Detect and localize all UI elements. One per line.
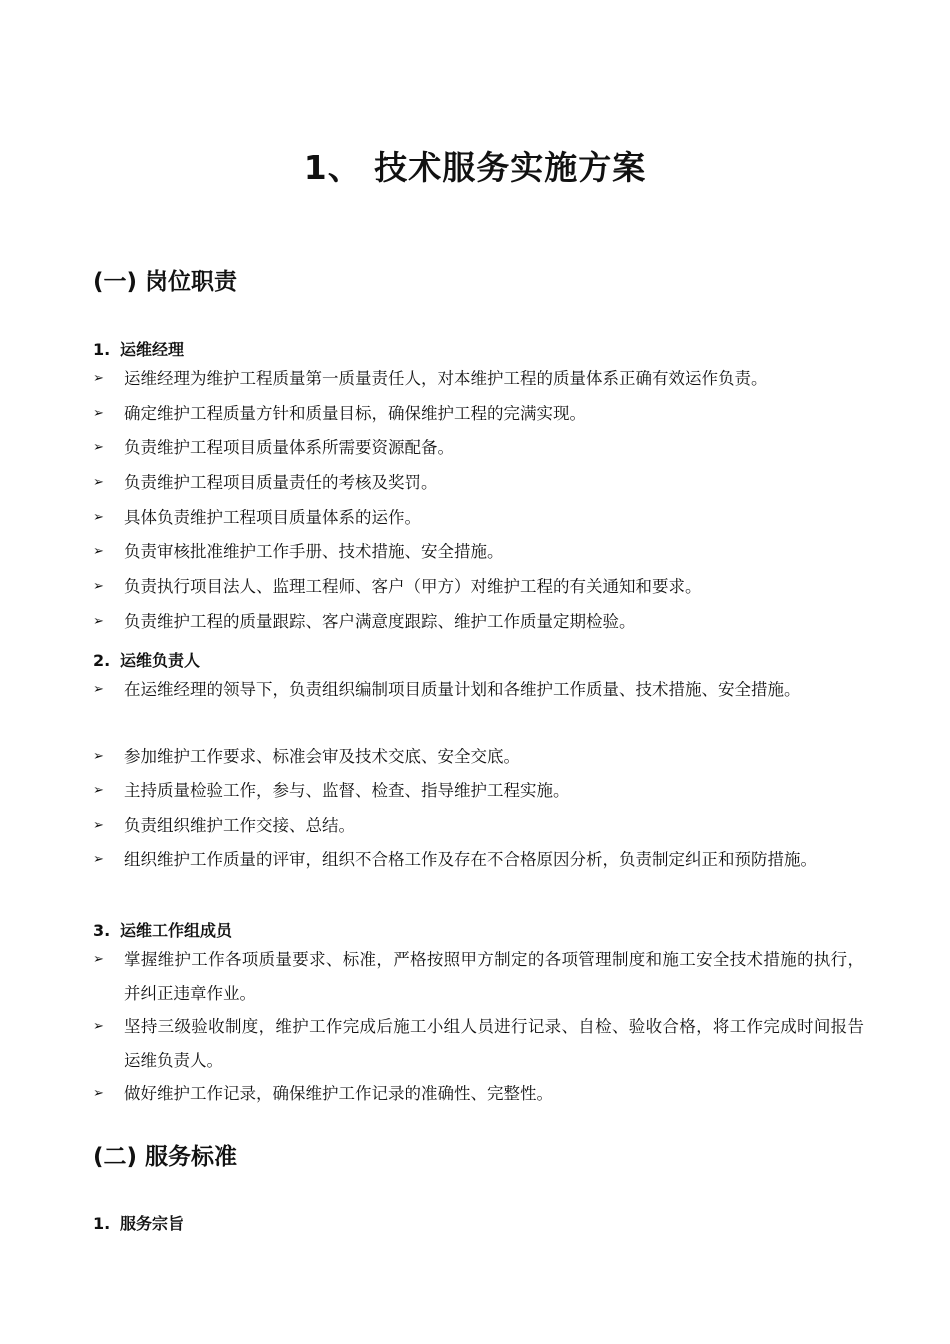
list-item [93, 501, 873, 535]
list-item-text: 在运维经理的领导下，负责组织编制项目质量计划和各维护工作质量、技术措施、安全措施。 [124, 680, 801, 699]
list-item-text: 掌握维护工作各项质量要求、标准，严格按照甲方制定的各项管理制度和施工安全技术措施的执行，并纠正违章作业。 [124, 950, 864, 1003]
arrow-bullet-icon: ➢ [93, 682, 104, 697]
arrow-bullet-icon: ➢ [93, 783, 104, 798]
list-item-text: 运维经理为维护工程质量第一质量责任人，对本维护工程的质量体系正确有效运作负责。 [124, 369, 768, 388]
list-item-text: 负责审核批准维护工作手册、技术措施、安全措施。 [124, 542, 504, 561]
list-item [93, 466, 873, 500]
subsection-number: 1. [93, 340, 111, 359]
list-item-text: 负责组织维护工作交接、总结。 [124, 816, 355, 835]
subsection-number: 1. [93, 1214, 111, 1233]
subsection-title: 服务宗旨 [120, 1214, 185, 1233]
list-item [93, 1077, 873, 1111]
list-item [93, 535, 873, 569]
arrow-bullet-icon: ➢ [93, 614, 104, 629]
list-item [93, 809, 873, 843]
subsection-title: 运维工作组成员 [120, 921, 233, 940]
arrow-bullet-icon: ➢ [93, 510, 104, 525]
list-item-text: 负责执行项目法人、监理工程师、客户（甲方）对维护工程的有关通知和要求。 [124, 577, 702, 596]
section-heading-service-standards: (二) 服务标准 [93, 1144, 238, 1170]
subsection-title: 运维负责人 [120, 651, 201, 670]
subsection-heading-ops-lead [93, 648, 200, 671]
list-item [93, 943, 873, 1011]
list-item [93, 431, 873, 465]
section-heading-responsibilities: (一) 岗位职责 [93, 269, 238, 295]
subsection-heading-ops-manager [93, 337, 184, 360]
list-item-text: 做好维护工作记录，确保维护工作记录的准确性、完整性。 [124, 1084, 553, 1103]
subsection-number: 2. [93, 651, 111, 670]
list-item [93, 570, 873, 604]
list-item-text: 主持质量检验工作，参与、监督、检查、指导维护工程实施。 [124, 781, 570, 800]
arrow-bullet-icon: ➢ [93, 852, 104, 867]
arrow-bullet-icon: ➢ [93, 406, 104, 421]
list-item-text: 负责维护工程项目质量体系所需要资源配备。 [124, 438, 454, 457]
arrow-bullet-icon: ➢ [93, 440, 104, 455]
arrow-bullet-icon: ➢ [93, 818, 104, 833]
list-item-text: 负责维护工程的质量跟踪、客户满意度跟踪、维护工作质量定期检验。 [124, 612, 636, 631]
subsection-number: 3. [93, 921, 111, 940]
list-item-text: 具体负责维护工程项目质量体系的运作。 [124, 508, 421, 527]
list-item [93, 774, 873, 808]
list-item-text: 组织维护工作质量的评审，组织不合格工作及存在不合格原因分析，负责制定纠正和预防措施。 [124, 850, 817, 869]
list-item [93, 605, 873, 639]
subsection-title: 运维经理 [120, 340, 185, 359]
arrow-bullet-icon: ➢ [93, 952, 104, 967]
arrow-bullet-icon: ➢ [93, 371, 104, 386]
list-item-text: 负责维护工程项目质量责任的考核及奖罚。 [124, 473, 438, 492]
list-item [93, 673, 873, 707]
arrow-bullet-icon: ➢ [93, 1019, 104, 1034]
arrow-bullet-icon: ➢ [93, 1086, 104, 1101]
list-item-text: 参加维护工作要求、标准会审及技术交底、安全交底。 [124, 747, 520, 766]
list-item [93, 843, 873, 877]
list-item-text: 坚持三级验收制度，维护工作完成后施工小组人员进行记录、自检、验收合格，将工作完成时间报告运维负责人。 [124, 1017, 864, 1070]
arrow-bullet-icon: ➢ [93, 475, 104, 490]
document-title: 1、 技术服务实施方案 [303, 148, 647, 187]
list-item [93, 362, 873, 396]
list-item [93, 1010, 873, 1078]
subsection-heading-ops-team [93, 918, 232, 941]
arrow-bullet-icon: ➢ [93, 749, 104, 764]
list-item-text: 确定维护工程质量方针和质量目标，确保维护工程的完满实现。 [124, 404, 586, 423]
list-item [93, 397, 873, 431]
list-item [93, 740, 873, 774]
arrow-bullet-icon: ➢ [93, 579, 104, 594]
subsection-heading-service-purpose [93, 1211, 184, 1234]
arrow-bullet-icon: ➢ [93, 544, 104, 559]
